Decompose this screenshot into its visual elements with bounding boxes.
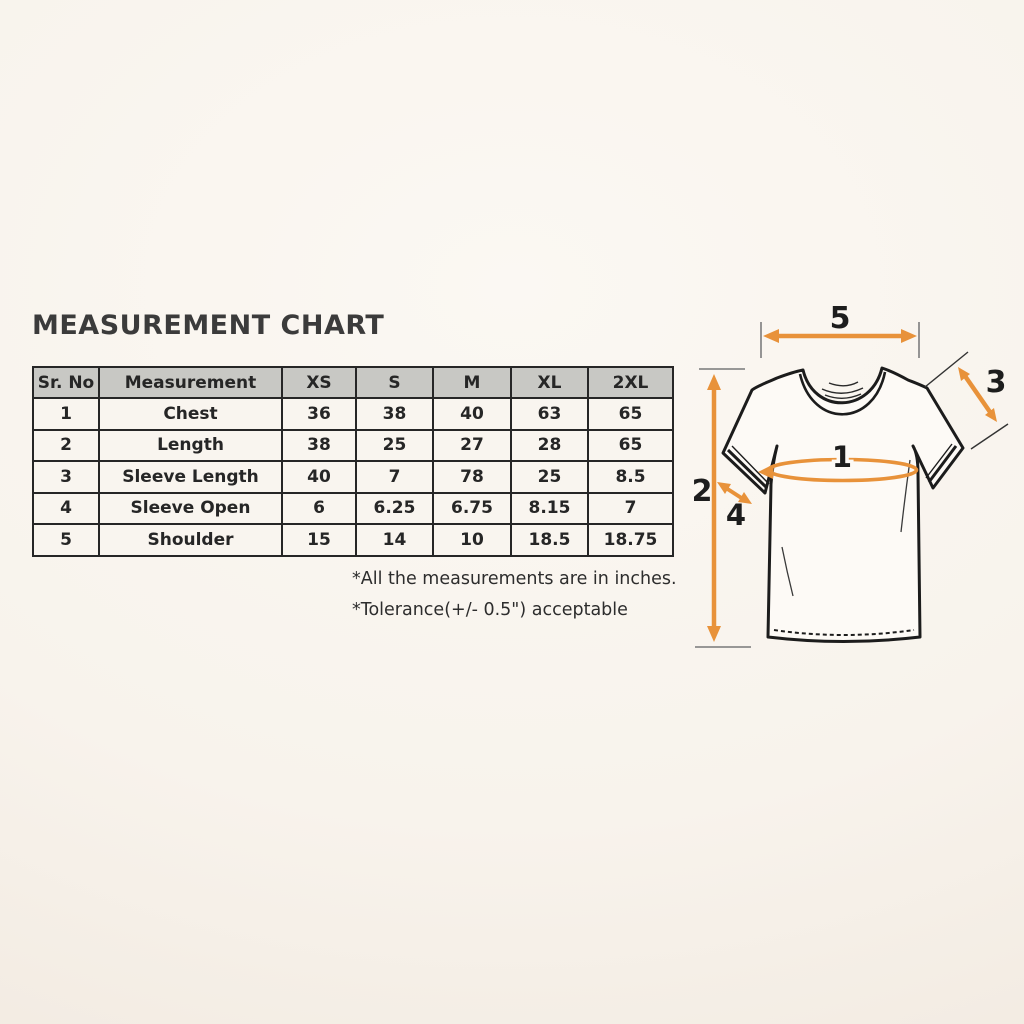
col-header-s: S [356, 367, 433, 398]
cell-value: 63 [511, 398, 588, 430]
cell-value: 14 [356, 524, 433, 556]
cell-value: 8.15 [511, 493, 588, 525]
dim-label-shoulder: 5 [829, 301, 851, 336]
cell-value: 40 [282, 461, 356, 493]
col-header-xs: XS [282, 367, 356, 398]
collar-shading [825, 394, 861, 398]
col-header-m: M [433, 367, 511, 398]
dim-label-sleeve-length: 3 [985, 365, 1007, 400]
arrowhead [901, 329, 917, 343]
tshirt-silhouette [723, 368, 963, 642]
cell-srno: 4 [33, 493, 99, 525]
cell-value: 38 [356, 398, 433, 430]
dim-label-length: 2 [691, 474, 713, 509]
cell-value: 7 [356, 461, 433, 493]
cell-name: Sleeve Length [99, 461, 282, 493]
dimension-sleeve-open [717, 482, 752, 532]
cell-srno: 3 [33, 461, 99, 493]
cell-value: 6 [282, 493, 356, 525]
cell-value: 65 [588, 398, 673, 430]
tshirt-outline [723, 368, 963, 642]
arrowhead [707, 374, 721, 390]
cell-value: 8.5 [588, 461, 673, 493]
table-row-chest [33, 398, 673, 430]
cell-name: Sleeve Open [99, 493, 282, 525]
cell-value: 18.5 [511, 524, 588, 556]
cell-value: 36 [282, 398, 356, 430]
cell-srno: 5 [33, 524, 99, 556]
cell-value: 6.75 [433, 493, 511, 525]
cell-value: 18.75 [588, 524, 673, 556]
cell-value: 28 [511, 430, 588, 462]
dimension-shoulder [761, 301, 919, 358]
dim-label-sleeve-open: 4 [725, 498, 747, 532]
table-row-sleeve-open [33, 493, 673, 525]
footnotes [352, 564, 677, 626]
cell-value: 27 [433, 430, 511, 462]
page-title: MEASUREMENT CHART [32, 310, 385, 341]
dim-label-chest: 1 [831, 440, 853, 474]
cell-value: 25 [356, 430, 433, 462]
cell-srno: 1 [33, 398, 99, 430]
collar-shading [822, 388, 863, 393]
table-row-sleeve-length [33, 461, 673, 493]
cell-value: 40 [433, 398, 511, 430]
col-header-2xl: 2XL [588, 367, 673, 398]
footnote-tolerance: *Tolerance(+/- 0.5") acceptable [352, 600, 628, 620]
cell-value: 6.25 [356, 493, 433, 525]
cell-value: 38 [282, 430, 356, 462]
cell-name: Shoulder [99, 524, 282, 556]
cell-value: 7 [588, 493, 673, 525]
arrowhead [763, 329, 779, 343]
footnote-units: *All the measurements are in inches. [352, 569, 677, 589]
cell-srno: 2 [33, 430, 99, 462]
arrowhead [707, 626, 721, 642]
measurement-table [32, 366, 674, 557]
col-header-measurement: Measurement [99, 367, 282, 398]
col-header-srno: Sr. No [33, 367, 99, 398]
cell-name: Length [99, 430, 282, 462]
collar-shading [829, 382, 858, 386]
cell-value: 78 [433, 461, 511, 493]
cell-value: 15 [282, 524, 356, 556]
tshirt-measurement-diagram [691, 288, 1024, 678]
extension-line [971, 424, 1008, 449]
cell-value: 25 [511, 461, 588, 493]
cell-value: 10 [433, 524, 511, 556]
col-header-xl: XL [511, 367, 588, 398]
cell-name: Chest [99, 398, 282, 430]
table-row-length [33, 430, 673, 462]
table-header-row [33, 367, 673, 398]
cell-value: 65 [588, 430, 673, 462]
table-row-shoulder [33, 524, 673, 556]
